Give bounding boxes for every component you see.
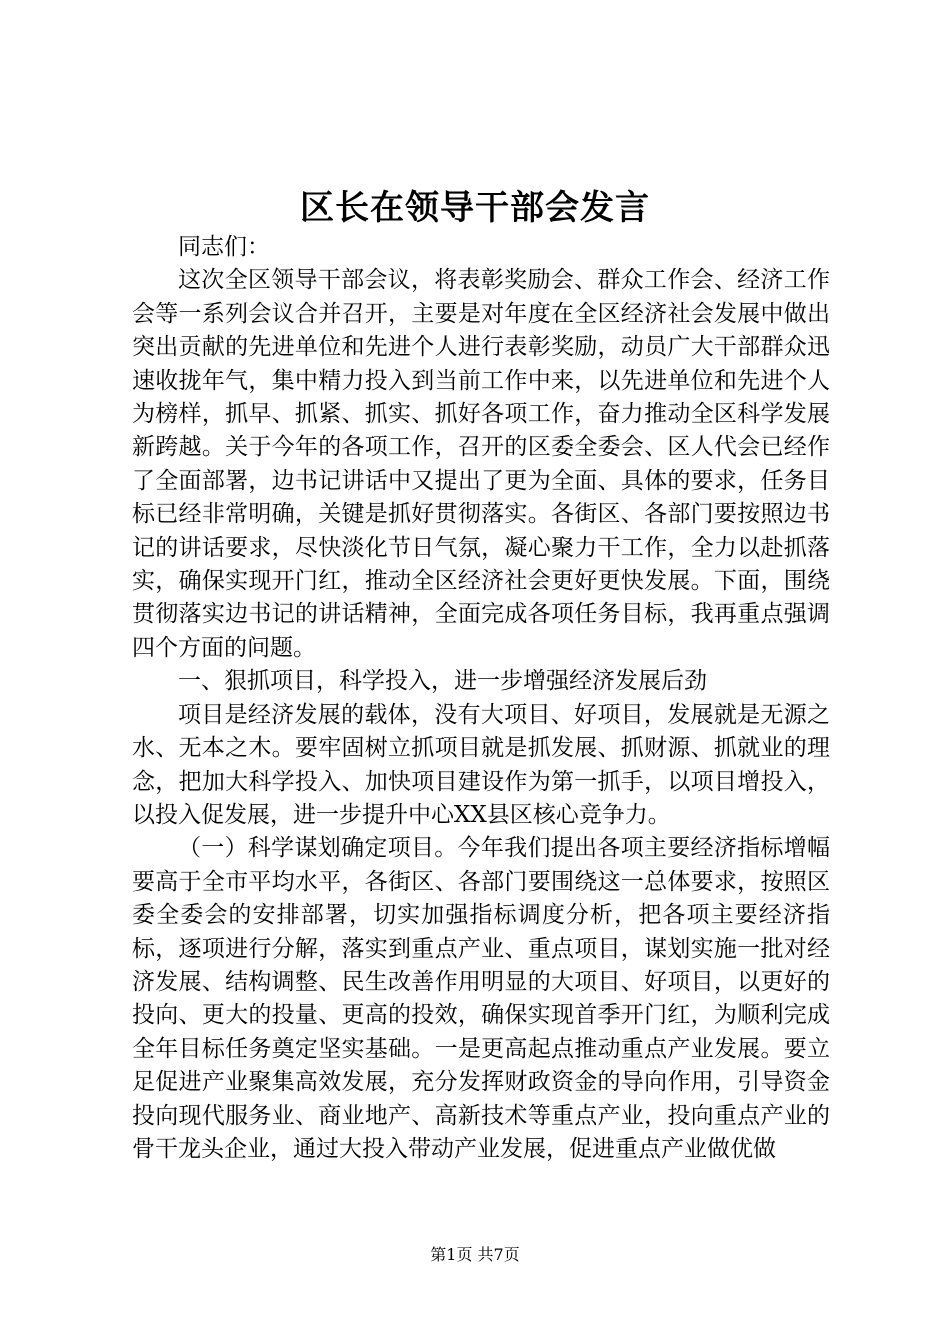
document-title: 区长在领导干部会发言 xyxy=(300,188,650,228)
salutation: 同志们： xyxy=(178,234,270,260)
page-footer: 第1页 共7页 xyxy=(430,1245,520,1264)
document-body xyxy=(132,231,830,1166)
paragraph-subsection-1: （一）科学谋划确定项目。今年我们提出各项主要经济指标增幅要高于全市平均水平，各街区、各部门要围绕这一总体要求，按照区委全委会的安排部署，切实加强指标调度分析，把各项主要经济指标，逐项进行分解，落实到重点产业、重点项目，谋划实施一批对经济发展、结构调整、民生改善作用明显的大项目、好项目，以更好的投向、更大的投量、更高的投效，确保实现首季开门红，为顺利完成全年目标任务奠定坚实基础。一是更高起点推动重点产业发展。要立足促进产业聚集高效发展，充分发挥财政资金的导向作用，引导资金投向现代服务业、商业地产、高新技术等重点产业，投向重点产业的骨干龙头企业，通过大投入带动产业发展，促进重点产业做优做 xyxy=(132,835,830,1162)
paragraph-section-1: 项目是经济发展的载体，没有大项目、好项目，发展就是无源之水、无本之木。要牢固树立抓项目就是抓发展、抓财源、抓就业的理念，把加大科学投入、加快项目建设作为第一抓手，以项目增投入，以投入促发展，进一步提升中心XX县区核心竞争力。 xyxy=(132,701,830,828)
section-heading-1: 一、狠抓项目，科学投入，进一步增强经济发展后劲 xyxy=(178,668,707,695)
paragraph-intro: 这次全区领导干部会议，将表彰奖励会、群众工作会、经济工作会等一系列会议合并召开，主要是对年度在全区经济社会发展中做出突出贡献的先进单位和先进个人进行表彰奖励，动员广大干部群众迅速收拢年气，集中精力投入到当前工作中来，以先进单位和先进个人为榜样，抓早、抓紧、抓实、抓好各项工作，奋力推动全区科学发展新跨越。关于今年的各项工作，召开的区委全委会、区人代会已经作了全面部署，边书记讲话中又提出了更为全面、具体的要求，任务目标已经非常明确，关键是抓好贯彻落实。各街区、各部门要按照边书记的讲话要求，尽快淡化节日气氛，凝心聚力干工作，全力以赴抓落实，确保实现开门红，推动全区经济社会更好更快发展。下面，围绕贯彻落实边书记的讲话精神，全面完成各项任务目标，我再重点强调四个方面的问题。 xyxy=(132,267,830,661)
